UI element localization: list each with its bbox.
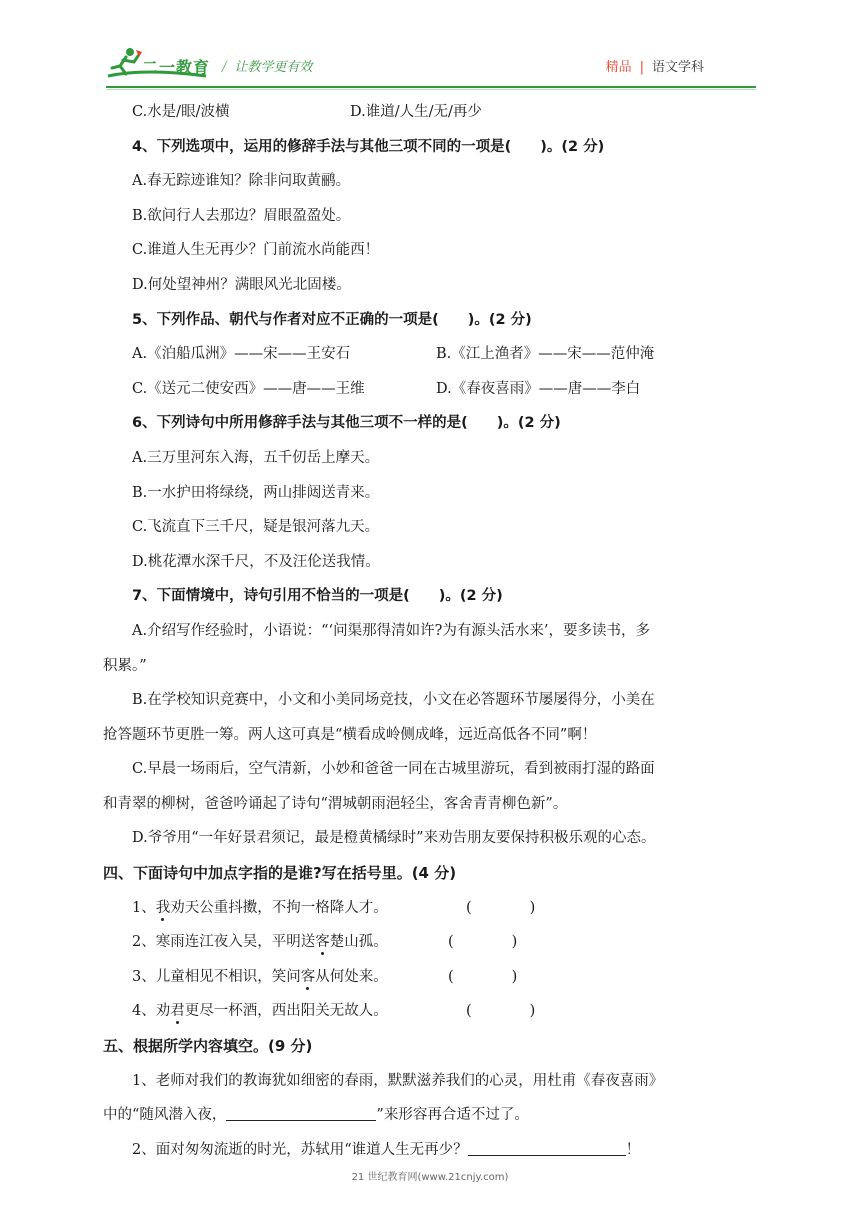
dotted-char: 我 [155, 899, 171, 916]
header-divider-thin [106, 89, 756, 90]
dotted-char: 君 [170, 1003, 185, 1020]
q4-option-b: B.欲问行人去那边？眉眼盈盈处。 [132, 207, 351, 224]
header-subject: 精品 | 语文学科 [605, 60, 704, 75]
q5-option-b: B.《江上渔者》——宋——范仲淹 [436, 346, 655, 363]
logo-text: 二一教育 [142, 58, 211, 77]
q7-option-d: D.爷爷用“一年好景君须记，最是橙黄橘绿时”来劝告朋友要保持积极乐观的心态。 [132, 830, 656, 847]
section-5-title: 五、根据所学内容填空。(9 分) [103, 1037, 313, 1056]
section-4-title: 四、下面诗句中加点字指的是谁?写在括号里。(4 分) [103, 864, 457, 883]
question-4: 4、下列选项中，运用的修辞手法与其他三项不同的一项是( )。(2 分) [132, 138, 605, 155]
q5-row-1 [132, 337, 764, 372]
subject-label: 语文学科 [651, 60, 704, 75]
answer-paren: ( ) [448, 968, 518, 985]
dotted-char: 客 [300, 968, 316, 985]
q5-option-a: A.《泊船瓜洲》——宋——王安石 [132, 346, 351, 363]
sec5-item-1-line2: 中的“随风潜入夜， ”来形容再合适不过了。 [103, 1098, 764, 1133]
q7-option-b-line2: 抢答题环节更胜一筹。两人这可真是“横看成岭侧成峰，远近高低各不同”啊！ [103, 726, 597, 743]
sec5-item-1-line1: 1、老师对我们的教诲犹如细密的春雨，默默滋养我们的心灵，用杜甫《春夜喜雨》 [132, 1072, 664, 1089]
q7-option-c-line1: C.早晨一场雨后，空气清新，小妙和爸爸一同在古城里游玩，看到被雨打湿的路面 [132, 761, 655, 778]
sec4-item-1: 1、我劝天公重抖擞，不拘一格降人才。 ( ) [132, 891, 764, 926]
page-header [0, 0, 860, 92]
q6-option-a: A.三万里河东入海，五千仞岳上摩天。 [132, 449, 380, 466]
q4-option-a: A.春无踪迹谁知？除非问取黄鹂。 [132, 173, 351, 190]
header-divider [106, 86, 756, 88]
q5-option-c: C.《送元二使安西》——唐——王维 [132, 380, 365, 397]
sec5-item-2: 2、面对匆匆流逝的时光，苏轼用“谁道人生无再少？ ！ [132, 1133, 764, 1168]
answer-paren: ( ) [466, 899, 536, 916]
fill-blank-1[interactable] [226, 1102, 376, 1121]
q4-option-c: C.谁道人生无再少？门前流水尚能西！ [132, 242, 380, 259]
dotted-char: 客 [315, 934, 330, 951]
option-row [132, 95, 764, 130]
document-body [103, 95, 764, 1167]
option-d: D.谁道/人生/无/再少 [350, 104, 482, 120]
question-5: 5、下列作品、朝代与作者对应不正确的一项是( )。(2 分) [132, 311, 532, 328]
q7-option-c-line2: 和青翠的柳树，爸爸吟诵起了诗句“渭城朝雨浥轻尘，客舍青青柳色新”。 [103, 795, 568, 812]
q5-option-d: D.《春夜喜雨》——唐——李白 [436, 380, 641, 397]
q7-option-a-line2: 积累。” [103, 657, 147, 674]
page-footer: 21 世纪教育网(www.21cnjy.com) [351, 1172, 509, 1183]
answer-paren: ( ) [448, 934, 518, 951]
quality-label: 精品 [605, 60, 632, 75]
q6-option-b: B.一水护田将绿绕，两山排闼送青来。 [132, 484, 380, 501]
question-7: 7、下面情境中，诗句引用不恰当的一项是( )。(2 分) [132, 588, 503, 605]
q4-option-d: D.何处望神州？满眼风光北固楼。 [132, 276, 351, 293]
sec4-item-2: 2、寒雨连江夜入吴，平明送客楚山孤。 ( ) [132, 925, 764, 960]
q7-option-a-line1: A.介绍写作经验时，小语说：“‘问渠那得清如许?为有源头活水来’，要多读书，多 [132, 622, 650, 639]
fill-blank-2[interactable] [468, 1137, 626, 1156]
sec4-item-3: 3、儿童相见不相识，笑问客从何处来。 ( ) [132, 960, 764, 995]
answer-paren: ( ) [466, 1003, 536, 1020]
option-c: C.水是/眼/波横 [132, 104, 230, 120]
q6-option-c: C.飞流直下三千尺，疑是银河落九天。 [132, 519, 380, 536]
slogan: / 让教学更有效 [222, 60, 313, 75]
sec4-item-4: 4、劝君更尽一杯酒，西出阳关无故人。 ( ) [132, 994, 764, 1029]
q5-row-2 [132, 372, 764, 407]
question-6: 6、下列诗句中所用修辞手法与其他三项不一样的是( )。(2 分) [132, 415, 561, 432]
q7-option-b-line1: B.在学校知识竞赛中，小文和小美同场竞技，小文在必答题环节屡屡得分，小美在 [132, 692, 655, 709]
q6-option-d: D.桃花潭水深千尺，不及汪伦送我情。 [132, 553, 380, 570]
